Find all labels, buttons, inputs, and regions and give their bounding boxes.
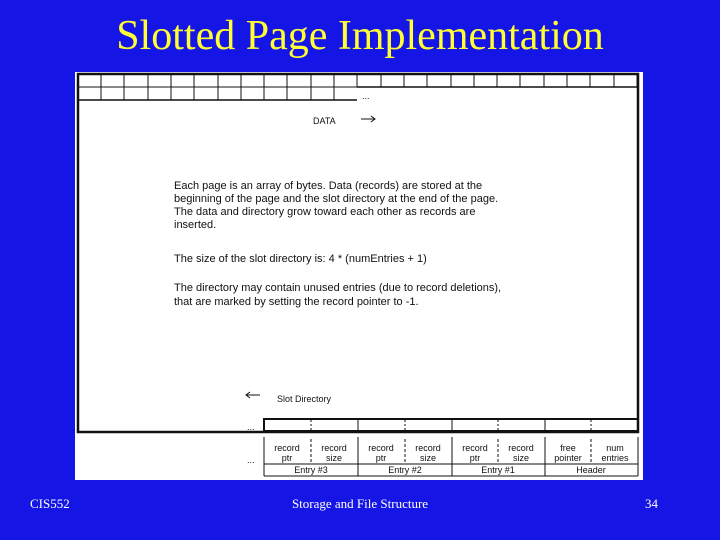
directory-row	[264, 419, 638, 431]
description-line: that are marked by setting the record pointer to -1.	[174, 296, 419, 308]
field-label: record	[462, 443, 488, 453]
group-labels	[294, 465, 606, 475]
group-label: Entry #3	[294, 465, 328, 475]
footer-course: CIS552	[30, 496, 70, 511]
description-line: beginning of the page and the slot directory at the end of the page.	[174, 193, 499, 205]
slide-title: Slotted Page Implementation	[116, 13, 604, 59]
ellipsis-top: ...	[362, 91, 370, 101]
footer-topic: Storage and File Structure	[291, 496, 429, 511]
field-label: pointer	[554, 453, 582, 463]
field-label: entries	[601, 453, 629, 463]
slotted-page-diagram	[75, 72, 643, 480]
field-label: ptr	[375, 453, 387, 463]
directory-dividers	[311, 420, 591, 430]
group-label: Entry #1	[481, 465, 515, 475]
field-label: ptr	[469, 453, 481, 463]
field-label: size	[512, 453, 530, 463]
field-label: num	[606, 443, 624, 453]
page-number: 34	[645, 496, 658, 511]
field-label: record	[274, 443, 300, 453]
description-block	[174, 180, 501, 308]
field-label: size	[419, 453, 437, 463]
ellipsis-expanded: ...	[247, 455, 255, 465]
data-label: DATA	[313, 116, 336, 126]
description-line: Each page is an array of bytes. Data (records) are stored at the	[174, 180, 483, 192]
field-label: record	[368, 443, 394, 453]
field-label: record	[508, 443, 534, 453]
field-label: ptr	[281, 453, 293, 463]
description-line: The data and directory grow toward each other as records are	[174, 206, 476, 218]
slotted-page-figure	[75, 72, 643, 480]
description-line: inserted.	[174, 219, 217, 231]
field-label: size	[325, 453, 343, 463]
slot-directory-label: Slot Directory	[277, 394, 332, 404]
right-arrow-icon	[361, 116, 375, 122]
description-line: The directory may contain unused entries (due to record deletions),	[174, 282, 502, 294]
field-label: free	[560, 443, 576, 453]
ellipsis-bottom: ...	[247, 422, 255, 432]
group-label: Header	[576, 465, 606, 475]
field-label: record	[321, 443, 347, 453]
group-label: Entry #2	[388, 465, 422, 475]
byte-array-top	[78, 74, 638, 100]
field-label: record	[415, 443, 441, 453]
description-line: The size of the slot directory is: 4 * (numEntries + 1)	[174, 253, 427, 265]
left-arrow-icon	[246, 392, 260, 398]
